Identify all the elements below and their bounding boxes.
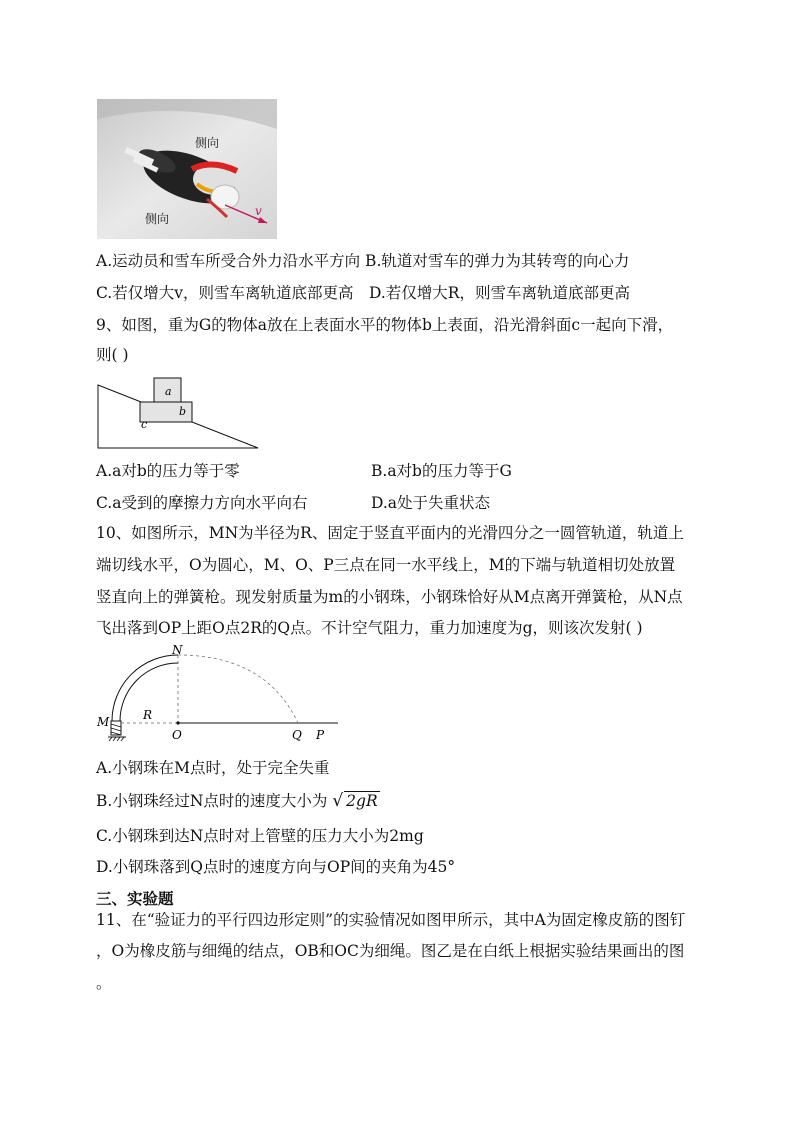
q8-options-cd: C.若仅增大v，则雪车离轨道底部更高 D.若仅增大R，则雪车离轨道底部更高 [96,284,630,302]
q10-option-b-text: B.小钢珠经过N点时的速度大小为 [96,792,328,810]
velocity-label: v [255,204,262,218]
label-p: P [316,728,325,742]
label-b: b [179,405,187,418]
q10-stem-line1: 10、如图所示，MN为半径为R、固定于竖直平面内的光滑四分之一圆管轨道，轨道上 [96,524,684,542]
q11-stem-line1: 11、在“验证力的平行四边形定则”的实验情况如图甲所示，其中A为固定橡皮筋的图钉 [96,911,686,929]
q10-option-c: C.小钢珠到达N点时对上管壁的压力大小为2mg [96,827,424,845]
section-title: 三、实验题 [96,890,174,908]
q10-stem-line3: 竖直向上的弹簧枪。现发射质量为m的小钢珠，小钢珠恰好从M点离开弹簧枪，从N点 [96,588,683,606]
q10-track-figure [96,645,346,745]
side-label-bottom: 侧向 [145,212,170,226]
q9-option-d: D.a处于失重状态 [371,494,491,512]
q9-option-a: A.a对b的压力等于零 [96,462,240,480]
bobsled-photo [97,99,277,239]
label-a: a [165,385,172,398]
label-c: c [141,418,148,431]
q10-option-a: A.小钢珠在M点时，处于完全失重 [96,759,330,777]
sqrt-radicand: 2gR [346,792,378,810]
q9-option-b: B.a对b的压力等于G [371,462,512,480]
q9-stem-line1: 9、如图，重为G的物体a放在上表面水平的物体b上表面，沿光滑斜面c一起向下滑， [96,316,674,334]
q9-option-c: C.a受到的摩擦力方向水平向右 [96,494,308,512]
side-label-top: 侧向 [195,136,220,150]
label-n: N [172,645,183,657]
q10-option-d: D.小钢珠落到Q点时的速度方向与OP间的夹角为45° [96,858,456,876]
label-r: R [143,708,153,722]
q9-stem-line2: 则( ) [96,346,129,364]
q10-stem-line4: 飞出落到OP上距O点2R的Q点。不计空气阻力，重力加速度为g，则该次发射( ) [96,619,643,637]
q10-stem-line2: 端切线水平，O为圆心，M、O、P三点在同一水平线上，M的下端与轨道相切处放置 [96,556,676,574]
sqrt-symbol: √ [332,791,344,811]
q8-options-ab: A.运动员和雪车所受合外力沿水平方向 B.轨道对雪车的弹力为其转弯的向心力 [96,252,630,270]
q11-stem-line2: ，O为橡皮筋与细绳的结点，OB和OC为细绳。图乙是在白纸上根据实验结果画出的图 [96,942,685,960]
q11-stem-line3: 。 [96,974,112,992]
label-q: Q [292,728,302,742]
label-o: O [172,728,182,742]
q9-incline-figure [96,374,261,452]
q10-option-b [96,790,380,812]
label-m: M [97,715,110,729]
